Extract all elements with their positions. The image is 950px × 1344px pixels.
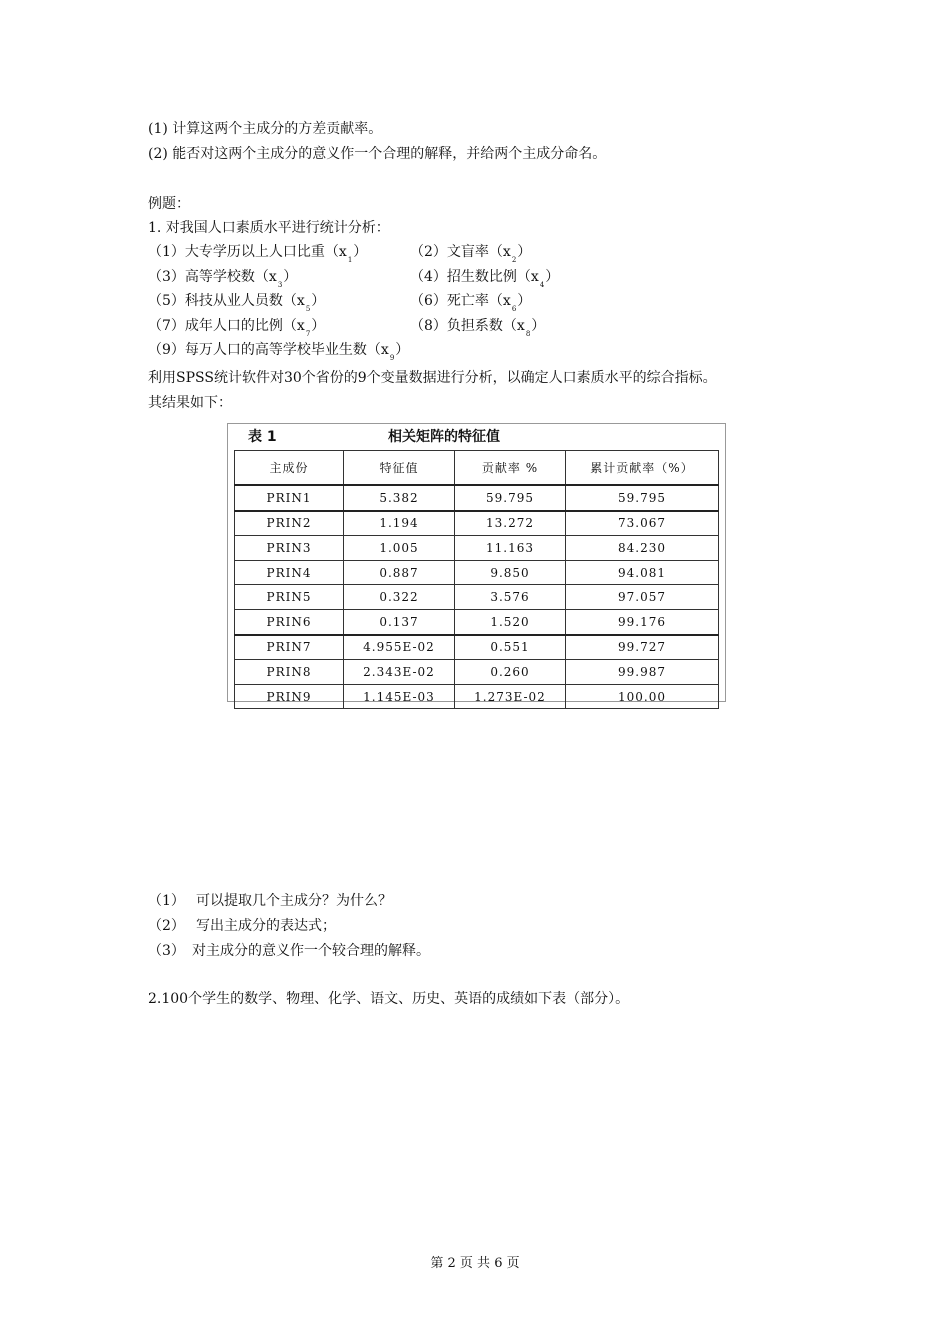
variable-label: （6）死亡率（x	[410, 293, 511, 310]
variable-item	[410, 243, 531, 269]
variable-subscript: 8	[525, 329, 531, 338]
table-cell: 1.273E-02	[455, 684, 566, 709]
page-footer: 第 2 页 共 6 页	[430, 1256, 520, 1271]
table-cell: 11.163	[455, 536, 566, 561]
header-eigenvalue: 特征值	[344, 451, 455, 486]
table-cell: 1.145E-03	[344, 684, 455, 709]
table-cell: PRIN4	[235, 560, 344, 585]
variable-item	[148, 292, 325, 318]
variable-item	[148, 341, 409, 367]
table-cell: PRIN6	[235, 609, 344, 634]
table-cell: 13.272	[455, 511, 566, 536]
table-cell: PRIN1	[235, 485, 344, 511]
variable-label: （7）成年人口的比例（x	[148, 317, 305, 334]
table-cell: 73.067	[566, 511, 719, 536]
variable-subscript: 2	[511, 256, 517, 264]
table-cell: PRIN5	[235, 585, 344, 610]
table-cell: 0.322	[344, 585, 455, 610]
question-item	[148, 915, 336, 935]
table-cell: 84.230	[566, 536, 719, 561]
variable-label: （9）每万人口的高等学校毕业生数（x	[148, 342, 389, 359]
table-cell: PRIN7	[235, 635, 344, 660]
table-row	[235, 585, 719, 610]
question-number: （3）	[148, 943, 185, 959]
table-cell: 94.081	[566, 560, 719, 585]
eigenvalue-table-image	[227, 423, 726, 702]
intro-question-2: (2) 能否对这两个主成分的意义作一个合理的解释，并给两个主成分命名。	[148, 146, 607, 162]
table-cell: 5.382	[344, 485, 455, 511]
table-row	[235, 635, 719, 660]
variable-subscript: 3	[277, 280, 283, 289]
table-cell: 0.137	[344, 609, 455, 634]
variable-item	[410, 292, 531, 318]
variable-close: ）	[311, 317, 326, 334]
example-heading: 例题：	[148, 196, 190, 212]
table-cell: PRIN9	[235, 684, 344, 709]
variable-close: ）	[545, 268, 560, 285]
table-cell: 1.194	[344, 511, 455, 536]
table-row	[235, 684, 719, 709]
table-cell: 1.520	[455, 609, 566, 634]
table-cell: 0.260	[455, 660, 566, 685]
header-cumulative: 累计贡献率（%）	[566, 451, 719, 486]
problem-2-title: 2.100个学生的数学、物理、化学、语文、历史、英语的成绩如下表（部分）。	[148, 991, 630, 1007]
question-text: 可以提取几个主成分？为什么？	[196, 893, 392, 909]
question-item	[148, 940, 430, 960]
question-item	[148, 890, 392, 910]
table-cell: 100.00	[566, 684, 719, 709]
table-cell: 59.795	[566, 485, 719, 511]
question-text: 对主成分的意义作一个较合理的解释。	[192, 943, 430, 959]
variable-subscript: 6	[511, 305, 517, 314]
header-contribution: 贡献率 %	[455, 451, 566, 486]
problem-1-result-intro: 其结果如下：	[148, 395, 232, 411]
table-number: 表 1	[248, 429, 277, 445]
variable-close: ）	[353, 244, 368, 260]
question-number: （1）	[148, 893, 185, 909]
table-cell: 0.551	[455, 635, 566, 660]
variable-subscript: 5	[305, 305, 311, 314]
variable-close: ）	[517, 244, 532, 260]
table-cell: PRIN2	[235, 511, 344, 536]
variable-item	[148, 317, 325, 343]
table-cell: 0.887	[344, 560, 455, 585]
header-component: 主成份	[235, 451, 344, 486]
variable-label: （4）招生数比例（x	[410, 268, 539, 285]
table-cell: 97.057	[566, 585, 719, 610]
table-cell: 9.850	[455, 560, 566, 585]
variable-subscript: 1	[347, 256, 353, 264]
table-cell: 4.955E-02	[344, 635, 455, 660]
table-caption	[228, 426, 725, 446]
variable-close: ）	[311, 293, 326, 310]
variable-item	[148, 268, 297, 294]
variable-close: ）	[531, 317, 546, 334]
variable-close: ）	[395, 342, 410, 359]
table-cell: 1.005	[344, 536, 455, 561]
variable-label: （2）文盲率（x	[410, 244, 511, 260]
table-row	[235, 536, 719, 561]
variable-item	[148, 243, 367, 269]
variable-item	[410, 268, 559, 294]
table-row	[235, 560, 719, 585]
table-row	[235, 485, 719, 511]
variable-subscript: 4	[539, 280, 545, 289]
table-row	[235, 660, 719, 685]
variable-label: （5）科技从业人员数（x	[148, 293, 305, 310]
table-header-row	[235, 451, 719, 486]
table-cell: 99.987	[566, 660, 719, 685]
table-row	[235, 609, 719, 634]
variable-item	[410, 317, 545, 343]
table-cell: 2.343E-02	[344, 660, 455, 685]
variable-subscript: 7	[305, 329, 311, 338]
variable-label: （1）大专学历以上人口比重（x	[148, 244, 347, 260]
table-title: 相关矩阵的特征值	[388, 429, 500, 445]
table-cell: 59.795	[455, 485, 566, 511]
eigenvalue-table	[234, 450, 719, 709]
table-cell: 99.727	[566, 635, 719, 660]
question-number: （2）	[148, 918, 185, 934]
problem-1-description: 利用SPSS统计软件对30个省份的9个变量数据进行分析，以确定人口素质水平的综合指标。	[148, 370, 717, 386]
table-row	[235, 511, 719, 536]
variable-label: （3）高等学校数（x	[148, 268, 277, 285]
intro-question-1: (1) 计算这两个主成分的方差贡献率。	[148, 121, 383, 137]
variable-close: ）	[283, 268, 298, 285]
problem-1-title: 1. 对我国人口素质水平进行统计分析：	[148, 220, 390, 236]
variable-close: ）	[517, 293, 532, 310]
variable-subscript: 9	[389, 354, 395, 363]
table-cell: PRIN3	[235, 536, 344, 561]
table-cell: 3.576	[455, 585, 566, 610]
question-text: 写出主成分的表达式；	[196, 918, 336, 934]
table-cell: PRIN8	[235, 660, 344, 685]
table-cell: 99.176	[566, 609, 719, 634]
variable-label: （8）负担系数（x	[410, 317, 525, 334]
